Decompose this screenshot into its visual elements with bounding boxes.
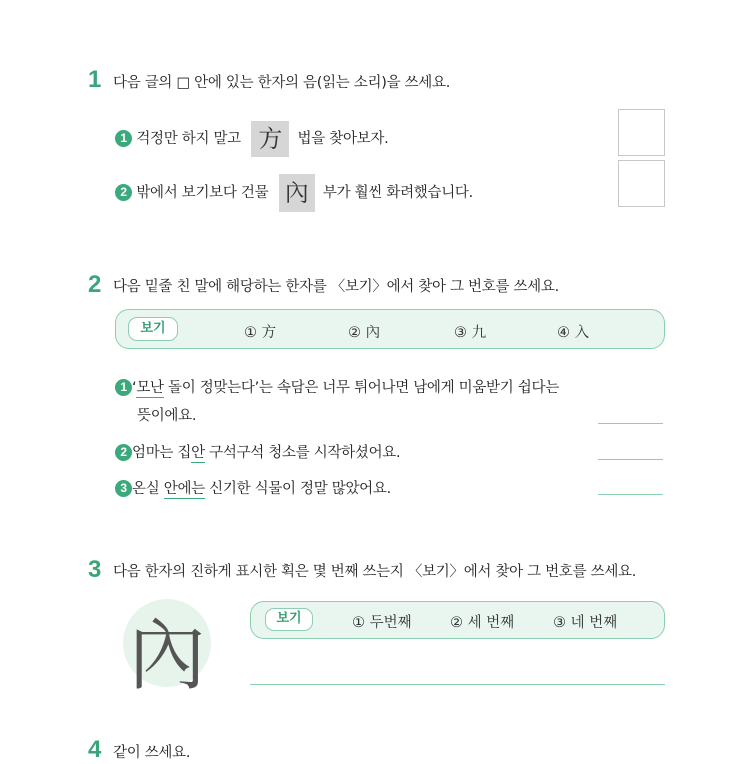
answer-line-2[interactable] bbox=[598, 459, 663, 460]
item-number-badge: 3 bbox=[115, 480, 132, 497]
answer-box-2[interactable] bbox=[618, 160, 665, 207]
q1-item-2-after: 부가 훨씬 화려했습니다. bbox=[322, 185, 473, 201]
question-4-number: 4 bbox=[88, 736, 102, 763]
bogi-option-2: ② 세 번째 bbox=[450, 615, 515, 631]
q1-item-1-after: 법을 찾아보자. bbox=[297, 131, 389, 147]
question-4-instruction: 같이 쓰세요. bbox=[113, 745, 191, 761]
q2-item-1-line2: 뜻이에요. bbox=[137, 408, 197, 424]
q1-item-1 bbox=[115, 121, 388, 157]
answer-box-1[interactable] bbox=[618, 109, 665, 156]
answer-line-q3[interactable] bbox=[250, 684, 665, 685]
hanja-box: 內 bbox=[279, 174, 315, 212]
bogi-option-2: ② 內 bbox=[348, 325, 381, 341]
q1-item-2-before: 밖에서 보기보다 건물 bbox=[136, 185, 269, 201]
underlined-word: 안에는 bbox=[163, 481, 205, 497]
bogi-option-1: ① 두번째 bbox=[352, 615, 412, 631]
item-number-badge: 1 bbox=[115, 379, 132, 396]
bogi-label: 보기 bbox=[265, 608, 313, 631]
bogi-option-3: ③ 네 번째 bbox=[553, 615, 618, 631]
question-1-instruction: 다음 글의 □ 안에 있는 한자의 음(읽는 소리)을 쓰세요. bbox=[113, 75, 451, 91]
question-3-instruction: 다음 한자의 진하게 표시한 획은 몇 번째 쓰는지 〈보기〉에서 찾아 그 번호를 쓰세요. bbox=[113, 564, 637, 580]
q1-item-1-before: 걱정만 하지 말고 bbox=[136, 131, 241, 147]
item-number-badge: 2 bbox=[115, 444, 132, 461]
item-number-badge: 2 bbox=[115, 184, 132, 201]
bogi-label: 보기 bbox=[128, 317, 178, 341]
bogi-option-1: ① 方 bbox=[244, 325, 277, 341]
answer-line-1[interactable] bbox=[598, 423, 663, 424]
q2-item-3: 3 온실 안에는 신기한 식물이 정말 많았어요. bbox=[115, 477, 391, 498]
underlined-word: 안 bbox=[191, 445, 205, 461]
q2-item-1: 1 ‘모난 돌이 정맞는다’는 속담은 너무 튀어나면 남에게 미움받기 쉽다는 bbox=[115, 376, 559, 397]
question-2-number: 2 bbox=[88, 271, 102, 298]
bogi-option-3: ③ 九 bbox=[454, 325, 487, 341]
bogi-option-4: ④ 入 bbox=[557, 325, 590, 341]
q1-item-2 bbox=[115, 174, 473, 212]
item-number-badge: 1 bbox=[115, 130, 132, 147]
hanja-box: 方 bbox=[251, 121, 289, 157]
underlined-word: 모난 bbox=[136, 380, 164, 396]
question-2-instruction: 다음 밑줄 친 말에 해당하는 한자를 〈보기〉에서 찾아 그 번호를 쓰세요. bbox=[113, 279, 559, 295]
question-1-number: 1 bbox=[88, 66, 102, 93]
question-3-number: 3 bbox=[88, 556, 102, 583]
answer-line-3[interactable] bbox=[598, 494, 663, 495]
q2-item-2: 2 엄마는 집안 구석구석 청소를 시작하셨어요. bbox=[115, 441, 400, 462]
stroke-order-character: 內 bbox=[128, 611, 207, 701]
